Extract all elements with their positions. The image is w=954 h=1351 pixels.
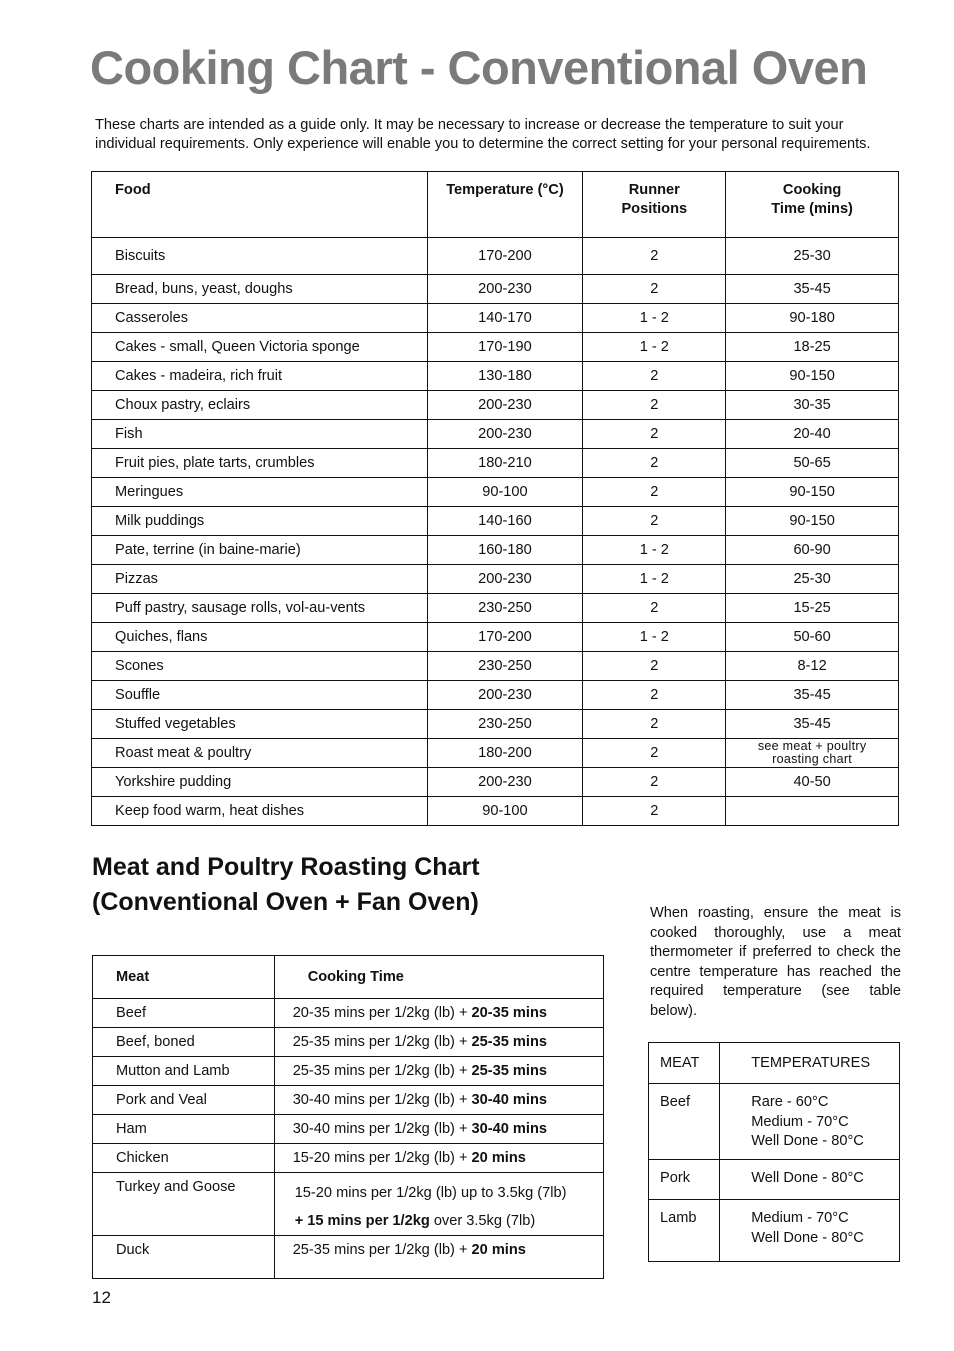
temperature-values-cell [720, 1084, 900, 1160]
time-cell: 90-150 [726, 478, 899, 507]
table-row [92, 478, 899, 507]
runner-cell: 2 [583, 362, 726, 391]
roasting-table [92, 955, 604, 1279]
cooking-time-rest: over 3.5kg (7lb) [429, 1213, 536, 1229]
intro-text: These charts are intended as a guide only. It may be necessary to increase or decrease the temperature to suit your individual requirements. Only experience will enable you to determine the correct setting for your personal requirements. [95, 117, 871, 152]
cooking-time-cell [274, 1086, 603, 1115]
temperature-cell: 140-160 [427, 507, 583, 536]
runner-cell: 2 [583, 797, 726, 826]
roasting-note: When roasting, ensure the meat is cooked thoroughly, use a meat thermometer if preferred to check the centre temperature has reached the required temperature (see table below). [650, 905, 901, 1019]
temperature-cell: 200-230 [427, 565, 583, 594]
temperature-value: Medium - 70°C [751, 1210, 849, 1226]
cooking-time-cell [274, 1173, 603, 1236]
cooking-time-extra: 30-40 mins [471, 1121, 547, 1137]
temperature-cell: 140-170 [427, 304, 583, 333]
cooking-time-extra: + 15 mins per 1/2kg [294, 1213, 430, 1229]
cooking-time-base: 20-35 mins per 1/2kg (lb) + [292, 1005, 472, 1021]
temperature-value: Rare - 60°C [751, 1094, 829, 1110]
runner-cell: 2 [583, 238, 726, 275]
meat-cell: Ham [93, 1115, 275, 1144]
food-cell: Keep food warm, heat dishes [92, 797, 428, 826]
temperature-cell: 160-180 [427, 536, 583, 565]
cooking-time-base: 25-35 mins per 1/2kg (lb) + [292, 1063, 472, 1079]
temperature-value: Well Done - 80°C [751, 1170, 864, 1186]
time-cell: 50-60 [726, 623, 899, 652]
temperature-cell: 170-200 [427, 623, 583, 652]
temperature-values-cell [720, 1160, 900, 1200]
roasting-table-header [93, 956, 604, 999]
food-cell: Quiches, flans [92, 623, 428, 652]
time-cell: 25-30 [726, 238, 899, 275]
meat-cell: Duck [93, 1236, 275, 1279]
temperature-table-header [649, 1043, 900, 1084]
page-title: Cooking Chart - Conventional Oven [90, 41, 868, 94]
table-row [92, 739, 899, 768]
cooking-time-line1: 15-20 mins per 1/2kg (lb) up to 3.5kg (7lb) [294, 1185, 567, 1201]
table-row [92, 333, 899, 362]
temperature-value: Well Done - 80°C [751, 1133, 864, 1149]
time-cell: 60-90 [726, 536, 899, 565]
temperature-cell: 180-200 [427, 739, 583, 768]
header-cooking-time: Cooking Time [274, 956, 603, 999]
temperature-cell: 170-200 [427, 238, 583, 275]
cooking-time-base: 30-40 mins per 1/2kg (lb) + [292, 1121, 472, 1137]
table-row [92, 275, 899, 304]
table-row [92, 623, 899, 652]
time-cell: 35-45 [726, 681, 899, 710]
table-row [92, 391, 899, 420]
temperature-cell: 90-100 [427, 797, 583, 826]
runner-cell: 1 - 2 [583, 565, 726, 594]
table-row [92, 449, 899, 478]
table-row [92, 710, 899, 739]
header-temperature: Temperature (°C) [427, 172, 583, 238]
runner-cell: 1 - 2 [583, 333, 726, 362]
table-row [92, 565, 899, 594]
table-row [93, 999, 604, 1028]
temperature-cell: 230-250 [427, 652, 583, 681]
food-cell: Puff pastry, sausage rolls, vol-au-vents [92, 594, 428, 623]
food-cell: Cakes - small, Queen Victoria sponge [92, 333, 428, 362]
runner-cell: 2 [583, 739, 726, 768]
table-row [93, 1115, 604, 1144]
temperature-cell: 130-180 [427, 362, 583, 391]
meat-type-cell: Lamb [649, 1200, 720, 1262]
cooking-time-extra: 20-35 mins [471, 1005, 547, 1021]
runner-cell: 2 [583, 420, 726, 449]
runner-cell: 2 [583, 391, 726, 420]
food-cell: Choux pastry, eclairs [92, 391, 428, 420]
cooking-time-cell [274, 1028, 603, 1057]
food-cell: Fish [92, 420, 428, 449]
runner-cell: 2 [583, 594, 726, 623]
meat-type-cell: Pork [649, 1160, 720, 1200]
time-cell: 50-65 [726, 449, 899, 478]
header-runner-line1: Runner [628, 182, 680, 198]
temperature-cell: 200-230 [427, 391, 583, 420]
cooking-time-extra: 30-40 mins [471, 1092, 547, 1108]
table-row [93, 1173, 604, 1236]
table-row [92, 238, 899, 275]
roasting-heading-line1: Meat and Poultry Roasting Chart [92, 853, 480, 881]
runner-cell: 2 [583, 275, 726, 304]
table-row [92, 536, 899, 565]
table-row [92, 420, 899, 449]
time-cell: 18-25 [726, 333, 899, 362]
header-time-line1: Cooking [782, 182, 842, 198]
time-cell: 90-150 [726, 507, 899, 536]
runner-cell: 2 [583, 652, 726, 681]
runner-cell: 2 [583, 449, 726, 478]
table-row [92, 652, 899, 681]
time-cell: 35-45 [726, 710, 899, 739]
runner-cell: 2 [583, 768, 726, 797]
table-row [92, 768, 899, 797]
temperature-cell: 200-230 [427, 768, 583, 797]
time-cell: 8-12 [726, 652, 899, 681]
cooking-chart-header [92, 172, 899, 238]
food-cell: Souffle [92, 681, 428, 710]
temperature-cell: 170-190 [427, 333, 583, 362]
cooking-time-base: 30-40 mins per 1/2kg (lb) + [292, 1092, 472, 1108]
time-cell: 90-180 [726, 304, 899, 333]
cooking-time-cell [274, 1115, 603, 1144]
temperature-values-cell [720, 1200, 900, 1262]
table-row [93, 1236, 604, 1279]
header-runner-line2: Positions [621, 201, 688, 217]
time-cell [726, 739, 899, 768]
temperature-cell: 230-250 [427, 594, 583, 623]
cooking-time-cell [274, 1236, 603, 1279]
food-cell: Stuffed vegetables [92, 710, 428, 739]
time-cell: 15-25 [726, 594, 899, 623]
food-cell: Scones [92, 652, 428, 681]
food-cell: Roast meat & poultry [92, 739, 428, 768]
cooking-time-extra: 20 mins [471, 1242, 526, 1258]
header-time-line2: Time (mins) [771, 201, 853, 217]
table-row [92, 304, 899, 333]
food-cell: Milk puddings [92, 507, 428, 536]
runner-cell: 1 - 2 [583, 536, 726, 565]
table-row [93, 1028, 604, 1057]
table-row [649, 1200, 900, 1262]
roasting-heading-line2: (Conventional Oven + Fan Oven) [92, 888, 479, 916]
temperature-cell: 180-210 [427, 449, 583, 478]
food-cell: Bread, buns, yeast, doughs [92, 275, 428, 304]
table-row [93, 1057, 604, 1086]
time-cell: 25-30 [726, 565, 899, 594]
runner-cell: 1 - 2 [583, 304, 726, 333]
cooking-time-cell [274, 1057, 603, 1086]
page-number: 12 [92, 1288, 111, 1307]
temperature-cell: 230-250 [427, 710, 583, 739]
meat-cell: Beef, boned [93, 1028, 275, 1057]
cooking-time-extra: 25-35 mins [471, 1034, 547, 1050]
time-note-line1: see meat + poultry [757, 739, 867, 753]
time-cell: 90-150 [726, 362, 899, 391]
meat-cell: Chicken [93, 1144, 275, 1173]
table-row [92, 681, 899, 710]
time-note-line2: roasting chart [772, 752, 853, 766]
meat-cell: Mutton and Lamb [93, 1057, 275, 1086]
time-cell: 40-50 [726, 768, 899, 797]
table-row [92, 594, 899, 623]
header-time [726, 172, 899, 238]
time-cell: 30-35 [726, 391, 899, 420]
temperature-value: Well Done - 80°C [751, 1229, 864, 1246]
food-cell: Meringues [92, 478, 428, 507]
time-cell: 35-45 [726, 275, 899, 304]
cooking-time-line2 [295, 1207, 603, 1235]
table-row [93, 1144, 604, 1173]
header-food: Food [92, 172, 428, 238]
runner-cell: 2 [583, 710, 726, 739]
cooking-time-extra: 20 mins [471, 1150, 526, 1166]
cooking-time-cell [274, 1144, 603, 1173]
meat-cell: Beef [93, 999, 275, 1028]
meat-cell: Turkey and Goose [93, 1173, 275, 1236]
header-runner [583, 172, 726, 238]
food-cell: Biscuits [92, 238, 428, 275]
cooking-time-base: 25-35 mins per 1/2kg (lb) + [292, 1034, 472, 1050]
table-row [649, 1084, 900, 1160]
table-row [92, 362, 899, 391]
meat-cell: Pork and Veal [93, 1086, 275, 1115]
time-cell [726, 797, 899, 826]
cooking-chart-table [91, 171, 899, 826]
table-row [649, 1160, 900, 1200]
table-row [93, 1086, 604, 1115]
runner-cell: 2 [583, 478, 726, 507]
cooking-time-base: 25-35 mins per 1/2kg (lb) + [292, 1242, 472, 1258]
meat-type-cell: Beef [649, 1084, 720, 1160]
table-row [92, 797, 899, 826]
time-cell: 20-40 [726, 420, 899, 449]
cooking-time-base: 15-20 mins per 1/2kg (lb) + [292, 1150, 472, 1166]
header-meat: Meat [93, 956, 275, 999]
food-cell: Pate, terrine (in baine-marie) [92, 536, 428, 565]
food-cell: Fruit pies, plate tarts, crumbles [92, 449, 428, 478]
table-row [92, 507, 899, 536]
temperature-cell: 200-230 [427, 681, 583, 710]
temperature-table [648, 1042, 900, 1262]
runner-cell: 2 [583, 681, 726, 710]
runner-cell: 1 - 2 [583, 623, 726, 652]
temperature-cell: 200-230 [427, 275, 583, 304]
cooking-time-extra: 25-35 mins [471, 1063, 547, 1079]
food-cell: Pizzas [92, 565, 428, 594]
header-meat-temp: MEAT [649, 1043, 720, 1084]
header-temperatures: TEMPERATURES [720, 1043, 900, 1084]
runner-cell: 2 [583, 507, 726, 536]
temperature-value: Medium - 70°C [751, 1113, 849, 1130]
food-cell: Casseroles [92, 304, 428, 333]
food-cell: Cakes - madeira, rich fruit [92, 362, 428, 391]
temperature-cell: 200-230 [427, 420, 583, 449]
cooking-time-cell [274, 999, 603, 1028]
temperature-cell: 90-100 [427, 478, 583, 507]
food-cell: Yorkshire pudding [92, 768, 428, 797]
roasting-heading [92, 850, 480, 920]
